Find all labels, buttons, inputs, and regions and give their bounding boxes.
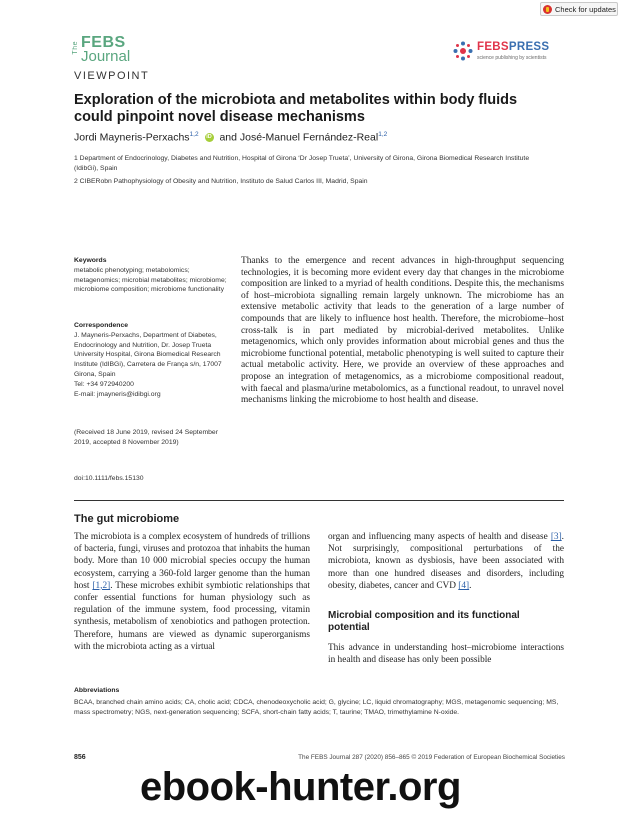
author-2-affil[interactable]: 1,2 (378, 131, 388, 138)
doi[interactable]: doi:10.1111/febs.15130 (74, 475, 144, 482)
body-column-2-continued: This advance in understanding host–microbiome interactions in health and disease has only been possible (328, 643, 564, 666)
col2-text-c: . (469, 580, 472, 591)
author-1-affil[interactable]: 1,2 (189, 131, 199, 138)
page-number: 856 (74, 754, 86, 761)
watermark: ebook-hunter.org (140, 765, 461, 809)
abstract: Thanks to the emergence and recent advances in high-throughput sequencing technologies, it is becoming more evident every day that changes in the microbiome composition are linked to a myriad of health conditions. Despite this, the mechanisms of host–microbiota signalling remain largely unknown. The microbiome has an extensive metabolic activity that leads to the generation of a large number of compounds that are likely to influence host health. Therefore, the microbiome–host cross-talk is in part mediated by microbial-derived metabolites. Unlike metagenomics, which only provides information about microbial genes and thus the microbiome functional potential, metabolic phenotyping is well suited to capture their actual metabolic activity. Here, we provide an overview of these approaches and propose an integration of metagenomics, as a microbiome compositional readout, with faecal and plasma/urine metabolomics, as a functional readout, to unravel novel mechanisms linking the microbiome to host health and disease. (241, 256, 564, 406)
col1-text-a: The microbiota is a complex ecosystem of hundreds of trillions of bacteria, fungi, viruses and protozoa that inhabits the human body. More than 10 000 microbial species occupy the human ecosystem, carrying a 360-fold larger genome than the human host (74, 532, 310, 591)
subsection-heading: Microbial composition and its functional potential (328, 610, 520, 633)
correspondence-text: J. Mayneris-Perxachs, Department of Diabetes, Endocrinology and Nutrition, Dr. Josep Trueta University Hospital, Girona Biomedical Research Institute (IdIBGi), Carretera de França s/n, 17007 Girona, Spain (74, 331, 222, 378)
check-for-updates-label: Check for updates (555, 4, 616, 14)
correspondence-block (74, 321, 234, 399)
logo-journal: Journal (81, 48, 131, 65)
citation-link[interactable]: [3] (550, 532, 562, 542)
author-line (74, 131, 387, 144)
febs-press-mark-icon (452, 40, 474, 62)
col1-text-b: . These microbes exhibit symbiotic relationships that confer essential functions for human physiology such as regulation of the immune system, food processing, vitamin synthesis, metabolism of xenobiotics and pathogen protection. Therefore, humans are viewed as dynamic superorganisms with the microbiota acting as a virtual (74, 580, 310, 652)
logo-the: The (72, 41, 79, 55)
author-2[interactable]: and José-Manuel Fernández-Real (219, 131, 379, 144)
correspondence-email[interactable]: E-mail: jmayneris@idibgi.org (74, 390, 161, 398)
col2-text-b: . Not surprisingly, compositional perturbations of the microbiota, known as dysbiosis, have been associated with more than one hundred diseases and disorders, including obesity, diabetes, cancer and CVD (328, 532, 564, 591)
keywords-block (74, 256, 234, 295)
febs-press-logo (452, 38, 562, 66)
press-name (477, 41, 549, 53)
orcid-icon[interactable]: iD (206, 134, 212, 141)
affiliation-1: 1 Department of Endocrinology, Diabetes and Nutrition, Hospital of Girona ‘Dr Josep Trueta’, University of Girona, Girona Biomedical Research Institute (IdibGi), Spain (74, 155, 530, 172)
keywords-heading: Keywords (74, 257, 107, 264)
section-heading: The gut microbiome (74, 513, 180, 525)
body-column-1 (74, 531, 310, 653)
check-updates-icon (543, 5, 552, 14)
logo-febs: FEBS (81, 34, 126, 51)
citation-link[interactable]: [4] (458, 580, 470, 591)
section-label: VIEWPOINT (74, 70, 150, 82)
received-dates: (Received 18 June 2019, revised 24 September 2019, accepted 8 November 2019) (74, 429, 218, 446)
press-name-a: FEBS (477, 41, 509, 53)
body-column-2 (328, 531, 564, 592)
correspondence-tel: Tel: +34 972940200 (74, 380, 134, 388)
press-tagline: science publishing by scientists (477, 55, 547, 61)
journal-footer: The FEBS Journal 287 (2020) 856–865 © 2019 Federation of European Biochemical Societies (298, 754, 565, 761)
keywords-text: metabolic phenotyping; metabolomics; metagenomics; microbial metabolites; microbiome; microbiome composition; microbiome functionality (74, 266, 227, 294)
press-name-b: PRESS (508, 41, 550, 53)
col2-text-a: organ and influencing many aspects of health and disease (328, 532, 551, 542)
affiliation-2: 2 CIBERobn Pathophysiology of Obesity and Nutrition, Instituto de Salud Carlos III, Madrid, Spain (74, 178, 368, 185)
abbreviations-text: BCAA, branched chain amino acids; CA, cholic acid; CDCA, chenodeoxycholic acid; G, glycine; LC, liquid chromatography; MGS, metagenomic sequencing; MS, mass spectrometry; NGS, next-generation sequencing; SCFA, short-chain fatty acids; T, taurine; TMAO, trimethylamine N-oxide. (74, 699, 559, 716)
check-for-updates-button[interactable] (540, 2, 618, 16)
author-1[interactable]: Jordi Mayneris-Perxachs (74, 131, 190, 144)
section-divider (74, 500, 564, 501)
article-title: Exploration of the microbiota and metabolites within body fluids could pinpoint novel disease mechanisms (74, 92, 518, 125)
correspondence-heading: Correspondence (74, 322, 129, 329)
abbreviations-heading: Abbreviations (74, 687, 120, 694)
citation-link[interactable]: [1,2] (92, 580, 111, 591)
